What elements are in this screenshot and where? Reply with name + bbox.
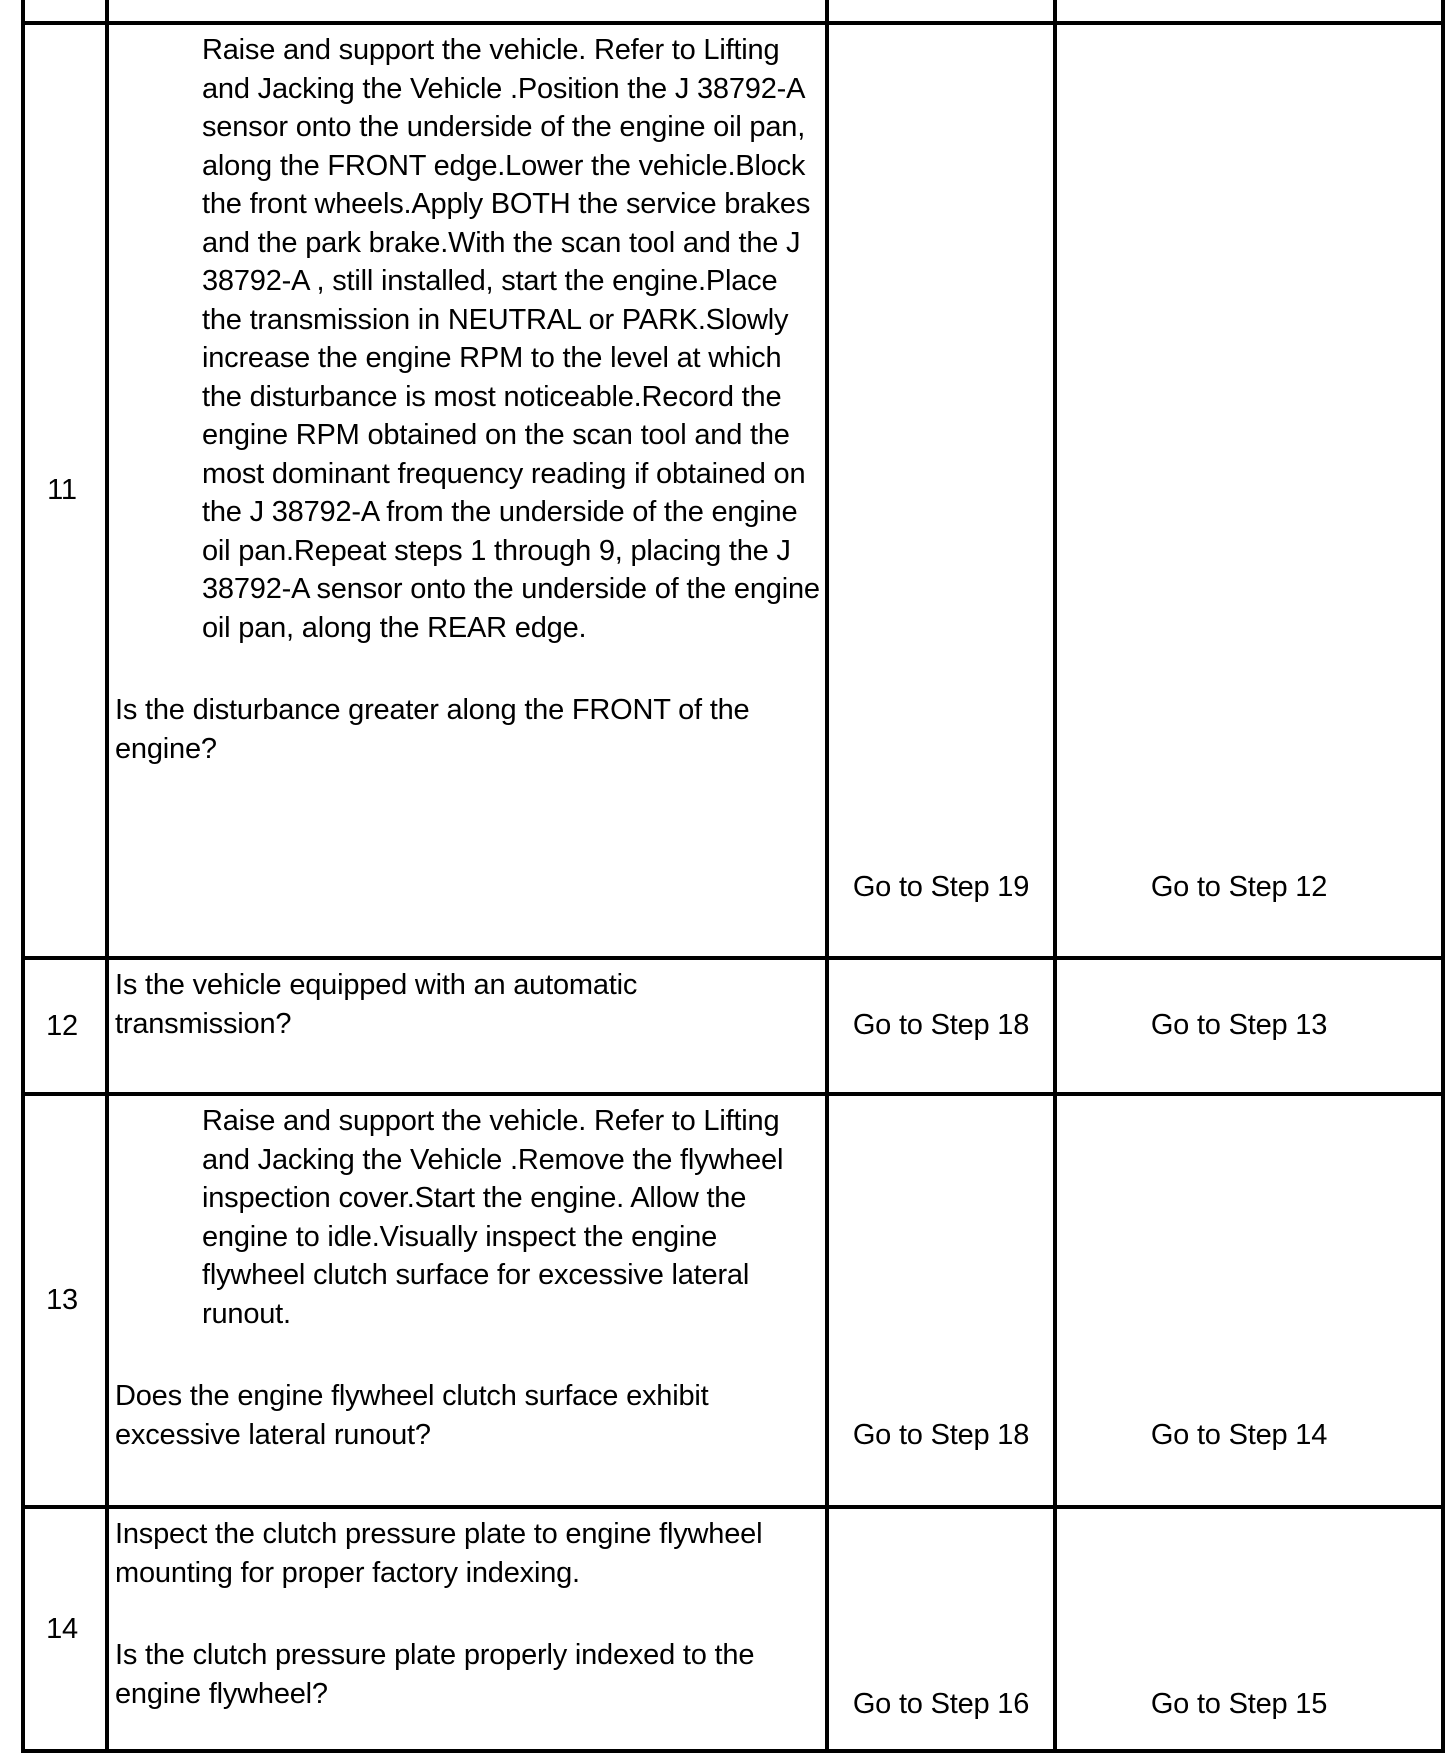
action-cell: [107, 0, 827, 23]
action-cell: [107, 23, 827, 958]
no-cell: [1055, 958, 1443, 1094]
step-number: 12: [23, 958, 107, 1094]
no-cell: [1055, 1507, 1443, 1751]
step-cell: [23, 0, 107, 23]
action-cell: [107, 1094, 827, 1507]
step-number: 13: [23, 1094, 107, 1507]
procedure-text: Inspect the clutch pressure plate to engine flywheel mounting for proper factory indexing.: [115, 1518, 763, 1589]
no-result: Go to Step 15: [1150, 1687, 1328, 1720]
action-cell: [107, 958, 827, 1094]
no-result: Go to Step 12: [1150, 870, 1328, 903]
procedure-text: Raise and support the vehicle. Refer to Lifting and Jacking the Vehicle .Position the J 38792-A sensor onto the underside of the engine oil pan, along the FRONT edge.Lower the vehicle.Block the front wheels.Apply BOTH the service brakes and the park brake.With the scan tool and the J 38792-A , still installed, start the engine.Place the transmission in NEUTRAL or PARK.Slowly increase the engine RPM to the level at which the disturbance is most noticeable.Record the engine RPM obtained on the scan tool and the most dominant frequency reading if obtained on the J 38792-A from the underside of the engine oil pan.Repeat steps 1 through 9, placing the J 38792-A sensor onto the underside of the engine oil pan, along the REAR edge.: [202, 34, 820, 644]
question-text: Is the disturbance greater along the FRONT of the engine?: [115, 694, 750, 765]
yes-result: Go to Step 16: [852, 1687, 1030, 1720]
table-row: [23, 1094, 1443, 1507]
question-text: Does the engine flywheel clutch surface exhibit excessive lateral runout?: [115, 1380, 709, 1451]
table-row: [23, 1507, 1443, 1751]
question-text: Is the clutch pressure plate properly indexed to the engine flywheel?: [115, 1639, 755, 1710]
no-cell: [1055, 23, 1443, 958]
no-cell: [1055, 0, 1443, 23]
yes-cell: [827, 1094, 1055, 1507]
no-cell: [1055, 1094, 1443, 1507]
table-row: [23, 23, 1443, 958]
yes-result: Go to Step 18: [852, 1008, 1030, 1041]
yes-result: Go to Step 19: [852, 870, 1030, 903]
diagnostic-table: [21, 0, 1445, 1753]
yes-cell: [827, 958, 1055, 1094]
yes-cell: [827, 1507, 1055, 1751]
no-result: Go to Step 14: [1150, 1418, 1328, 1451]
question-text: Is the vehicle equipped with an automatic transmission?: [115, 969, 638, 1040]
table-row-previous: [23, 0, 1443, 23]
no-result: Go to Step 13: [1150, 1008, 1328, 1041]
yes-cell: [827, 23, 1055, 958]
step-number: 11: [23, 23, 107, 958]
action-cell: [107, 1507, 827, 1751]
yes-cell: [827, 0, 1055, 23]
table-row: [23, 958, 1443, 1094]
step-number: 14: [23, 1507, 107, 1751]
yes-result: Go to Step 18: [852, 1418, 1030, 1451]
procedure-text: Raise and support the vehicle. Refer to Lifting and Jacking the Vehicle .Remove the flywheel inspection cover.Start the engine. Allow the engine to idle.Visually inspect the engine flywheel clutch surface for excessive lateral runout.: [202, 1105, 784, 1330]
